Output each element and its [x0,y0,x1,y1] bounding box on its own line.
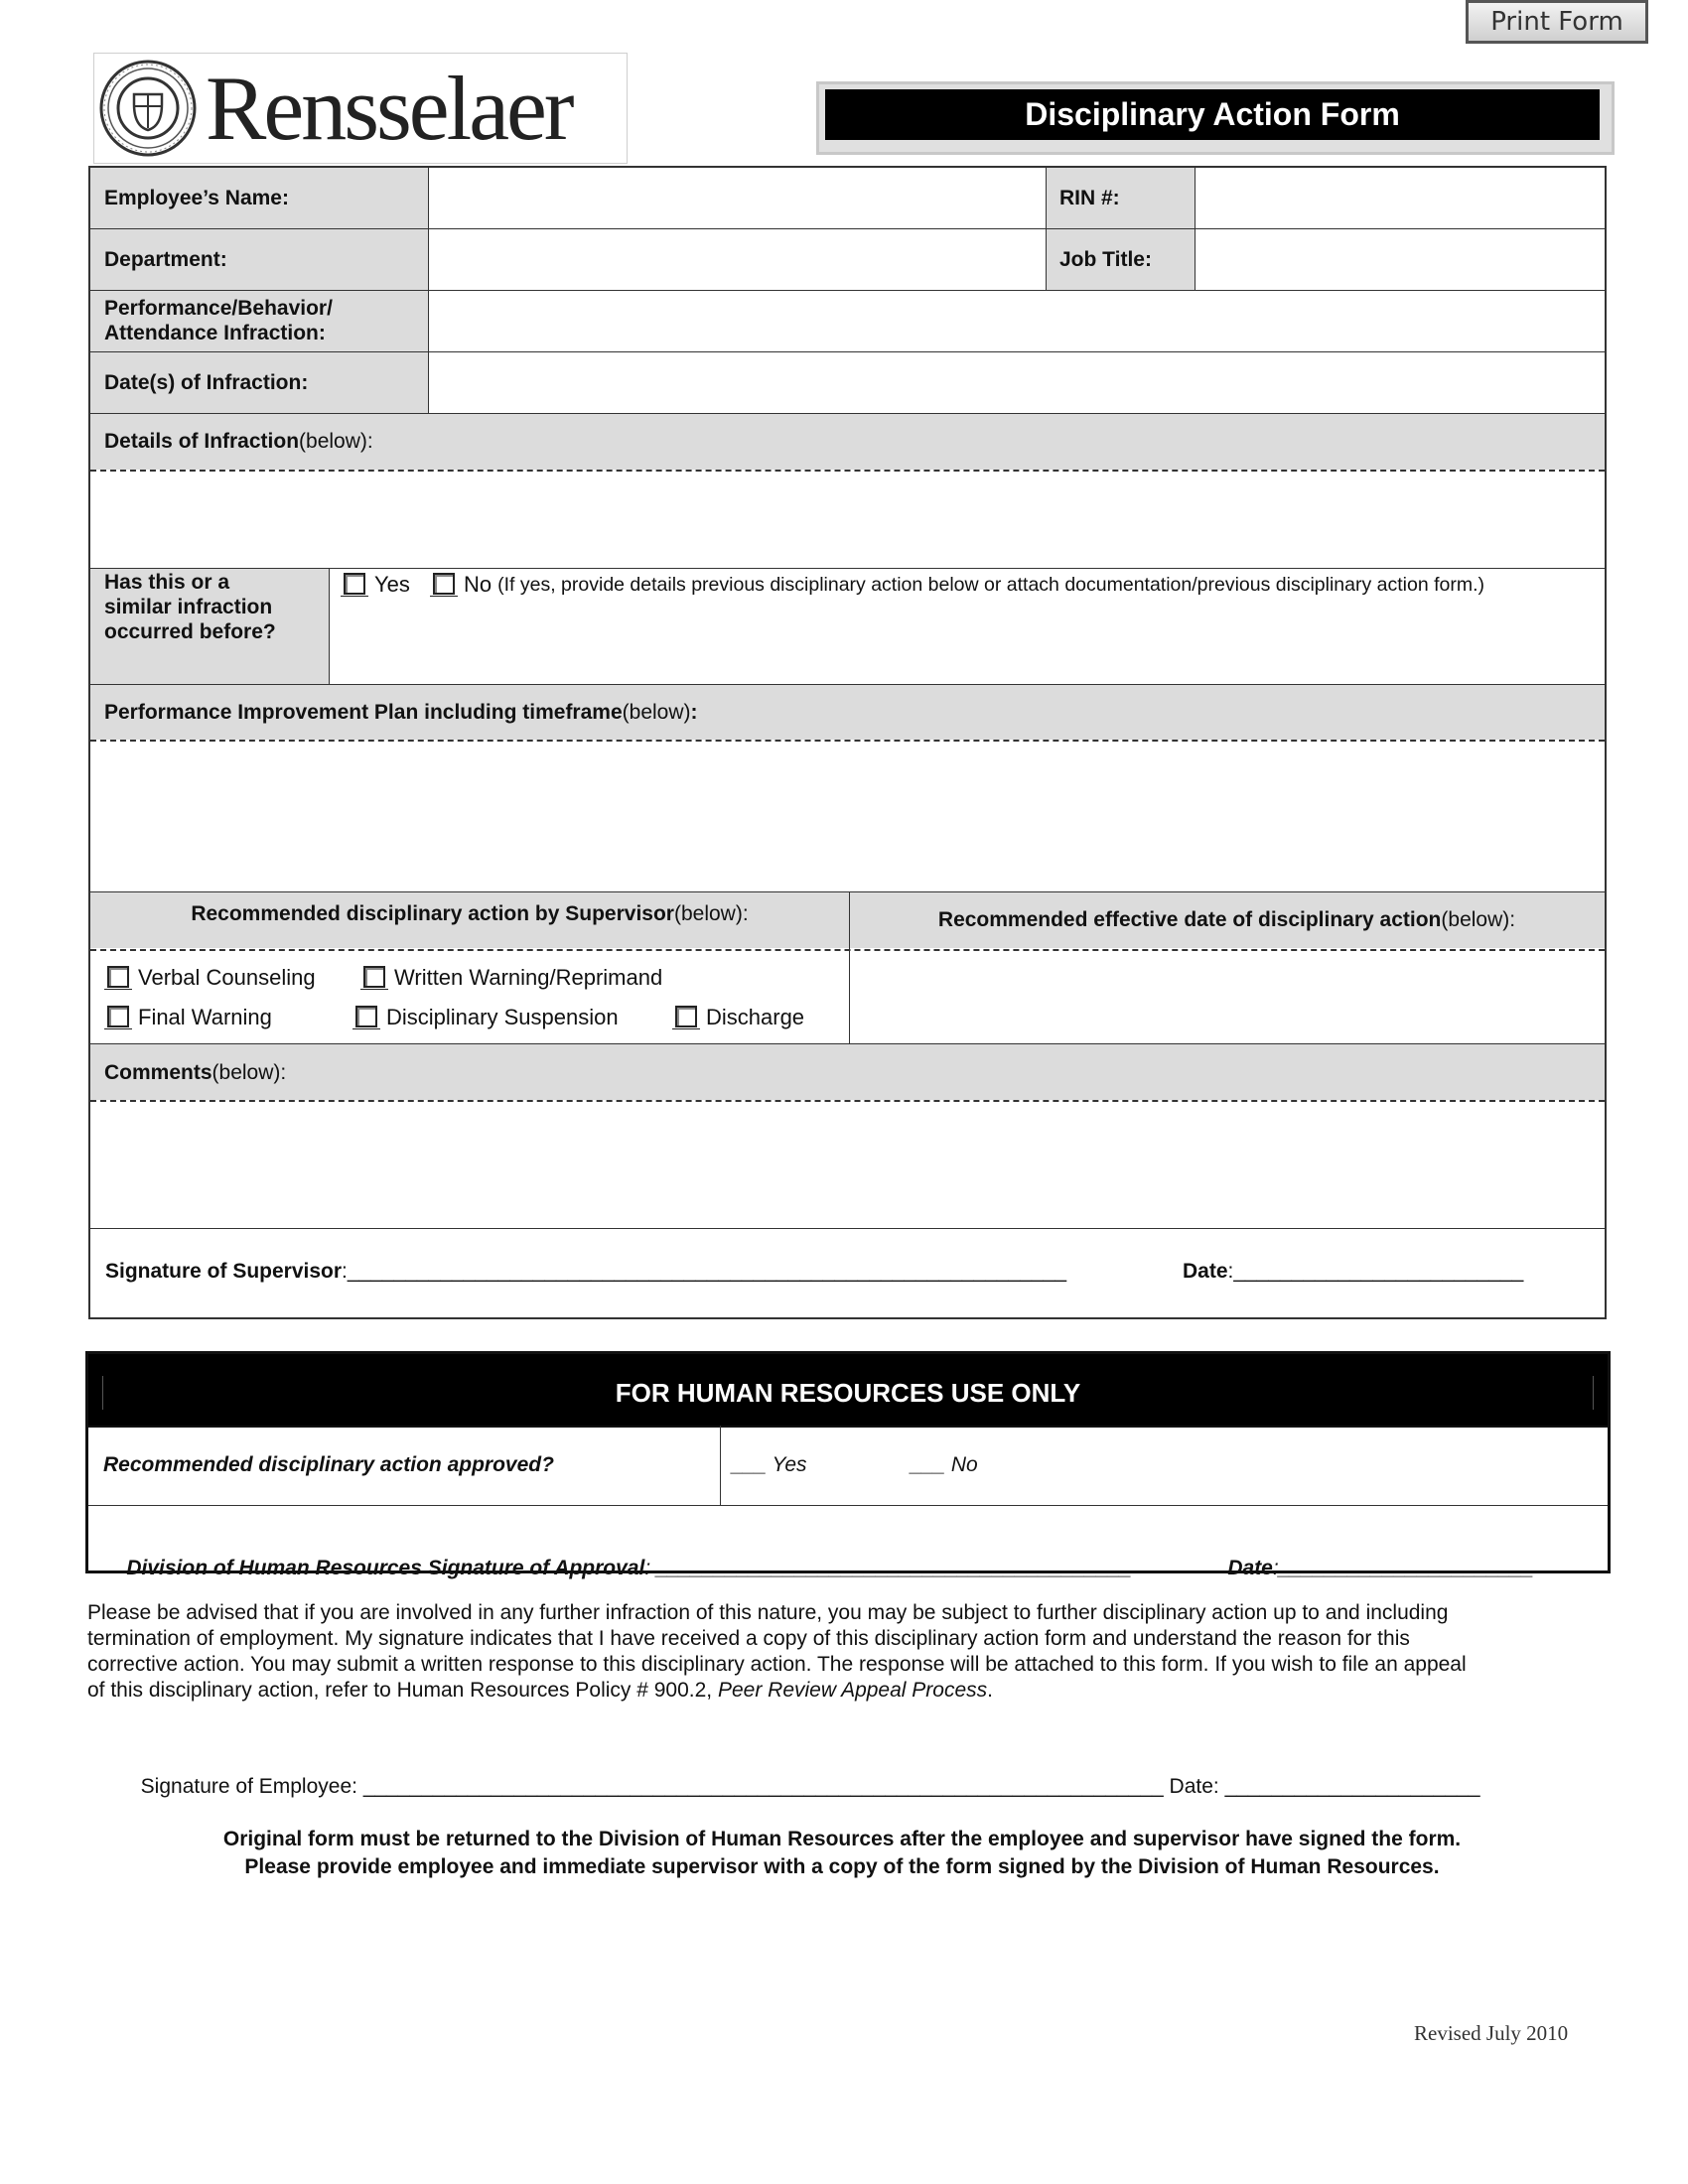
row-divider [90,1043,1605,1044]
verbal-checkbox-wrap [104,966,132,990]
row-divider [90,413,1605,414]
prior-no-label: No [464,572,492,597]
infraction-type-label-line2: Attendance Infraction: [104,322,326,344]
hr-signature-line[interactable]: : _________________________________________ [644,1557,1132,1579]
prior-no-option[interactable] [430,572,1484,598]
prior-yes-label: Yes [374,572,410,597]
comments-field[interactable] [90,1101,1605,1228]
prior-no-checkbox[interactable] [433,573,455,595]
prior-infraction-label [90,568,329,684]
employee-date-label: Date: [1163,1775,1225,1798]
infraction-type-label-line1: Performance/Behavior/ [104,297,333,320]
employee-name-field[interactable] [428,168,1046,228]
prior-yes-checkbox[interactable] [344,573,365,595]
notice-line-3: corrective action. You may submit a written response to this disciplinary action. The response will be attached to this form. If you wish to file an appeal [87,1653,1467,1676]
details-label: Details of Infraction [104,430,300,453]
final-warning-checkbox[interactable] [107,1006,129,1027]
notice-line-4-text: of this disciplinary action, refer to Human Resources Policy # 900.2, [87,1679,718,1702]
dashed-divider [90,470,1605,472]
hr-date-line[interactable]: :______________________ [1272,1557,1534,1579]
employee-signature-label: Signature of Employee: [140,1775,363,1798]
print-form-button[interactable]: Print Form [1466,0,1648,44]
appeal-policy-name: Peer Review Appeal Process [717,1679,988,1702]
row-divider [90,228,1605,229]
hr-signature-label: Division of Human Resources Signature of Approval [126,1557,645,1579]
written-warning-label: Written Warning/Reprimand [394,965,663,990]
verbal-counseling-checkbox[interactable] [107,966,129,988]
notice-line-4 [87,1678,1617,1704]
rin-field[interactable] [1195,168,1605,228]
notice-line-2: termination of employment. My signature indicates that I have received a copy of this disciplinary action form and understand the reason for this [87,1627,1410,1650]
suspension-checkbox[interactable] [355,1006,377,1027]
supervisor-date-line[interactable]: :_________________________ [1227,1260,1524,1283]
supervisor-signature-line[interactable]: :______________________________________________________________ [342,1260,1066,1283]
supervisor-signature-label: Signature of Supervisor [105,1260,343,1283]
row-divider [90,290,1605,291]
prior-no-checkbox-wrap [430,573,458,597]
disciplinary-suspension-option[interactable] [352,1005,619,1030]
details-suffix: (below): [299,430,373,453]
written-warning-option[interactable] [360,965,662,991]
prior-yes-checkbox-wrap [341,573,368,597]
column-divider [428,168,429,413]
discharge-option[interactable] [672,1005,804,1030]
disciplinary-form-table [88,166,1607,1319]
suspension-checkbox-wrap [352,1006,380,1029]
notice-period: . [987,1679,993,1702]
department-label: Department: [90,228,428,290]
recommended-action-header [90,891,849,948]
row-divider [90,684,1605,685]
recommended-date-header [849,891,1605,948]
job-title-field[interactable] [1195,228,1605,290]
hr-header-bar [88,1354,1608,1426]
recommended-action-suffix: (below): [673,902,749,925]
dashed-divider [90,1100,1605,1102]
hr-date-row[interactable] [1204,1533,1534,1604]
hr-heading: FOR HUMAN RESOURCES USE ONLY [102,1376,1594,1410]
final-checkbox-wrap [104,1006,132,1029]
copy-instruction: Please provide employee and immediate supervisor with a copy of the form signed by the Division of Human Resources. [244,1855,1440,1878]
suspension-label: Disciplinary Suspension [386,1005,619,1029]
prior-label-line1: Has this or a [104,571,230,594]
supervisor-date-row[interactable] [1183,1260,1523,1284]
infraction-type-label [90,290,428,351]
employee-signature-row[interactable] [129,1751,1480,1799]
hr-approved-label: Recommended disciplinary action approved? [103,1453,554,1476]
column-divider [849,891,850,1043]
revision-date: Revised July 2010 [1414,2021,1569,2045]
prior-yes-option[interactable] [341,572,410,598]
recommended-date-label: Recommended effective date of disciplinary action [937,908,1442,931]
comments-header [90,1044,1605,1100]
discharge-checkbox-wrap [672,1006,700,1029]
hr-use-only-section [85,1351,1611,1579]
logo-wordmark: Rensselaer [206,58,572,159]
discharge-label: Discharge [706,1005,805,1029]
supervisor-signature-row[interactable] [105,1260,1066,1284]
employee-date-line[interactable]: ______________________ [1224,1775,1480,1798]
verbal-counseling-option[interactable] [104,965,316,991]
form-title-frame [816,81,1615,155]
hr-approved-no[interactable]: ___ No [911,1453,978,1476]
hr-approved-yes[interactable]: ___ Yes [732,1453,807,1476]
row-divider [90,1228,1605,1229]
verbal-counseling-label: Verbal Counseling [138,965,316,990]
infraction-dates-label: Date(s) of Infraction: [90,351,428,413]
dashed-divider [90,949,1605,951]
pip-field[interactable] [90,741,1605,891]
hr-date-label: Date [1227,1557,1273,1579]
acknowledgement-notice [87,1600,1617,1704]
written-checkbox-wrap [360,966,388,990]
prior-label-line2: similar infraction [104,596,273,618]
discharge-checkbox[interactable] [675,1006,697,1027]
dashed-divider [90,740,1605,742]
hr-divider [88,1505,1608,1506]
column-divider [329,568,330,684]
hr-divider [88,1426,1608,1428]
column-divider [1195,168,1196,290]
pip-header [90,684,1605,740]
infraction-dates-field[interactable] [428,351,1605,413]
supervisor-date-label: Date [1183,1260,1228,1283]
row-divider [90,351,1605,352]
job-title-label: Job Title: [1046,228,1195,290]
notice-line-1: Please be advised that if you are involved in any further infraction of this nature, you may be subject to further disciplinary action up to and including [87,1601,1449,1624]
hr-column-divider [720,1426,721,1505]
prior-instructions: (If yes, provide details previous disciplinary action below or attach documentation/previous disciplinary action form.) [497,573,1485,596]
row-divider [90,891,1605,892]
details-field[interactable] [90,471,1605,567]
recommended-action-label: Recommended disciplinary action by Supervisor [191,902,674,925]
pip-colon: : [690,700,698,724]
recommended-date-suffix: (below): [1441,908,1516,931]
pip-label: Performance Improvement Plan including timeframe [104,700,623,724]
institute-seal-icon [98,59,198,158]
return-instruction: Original form must be returned to the Division of Human Resources after the employee and supervisor have signed the form. [222,1828,1462,1850]
department-field[interactable] [428,228,1046,290]
rensselaer-logo [93,53,628,164]
pip-suffix: (below) [622,700,691,724]
written-warning-checkbox[interactable] [363,966,385,988]
final-warning-option[interactable] [104,1005,272,1030]
employee-signature-line[interactable]: _____________________________________________________________________ [362,1775,1164,1798]
rin-label: RIN #: [1046,168,1195,228]
details-header [90,413,1605,470]
column-divider [1046,168,1047,290]
comments-label: Comments [104,1060,212,1084]
comments-suffix: (below): [211,1060,287,1084]
prior-details-field[interactable] [329,609,1605,684]
employee-name-label: Employee’s Name: [90,168,428,228]
final-warning-label: Final Warning [138,1005,272,1029]
hr-signature-row[interactable] [103,1533,1132,1604]
infraction-type-field[interactable] [428,290,1605,351]
effective-date-field[interactable] [849,950,1605,1041]
row-divider [90,568,1605,569]
form-title: Disciplinary Action Form [825,89,1600,140]
prior-label-line3: occurred before? [104,620,276,643]
